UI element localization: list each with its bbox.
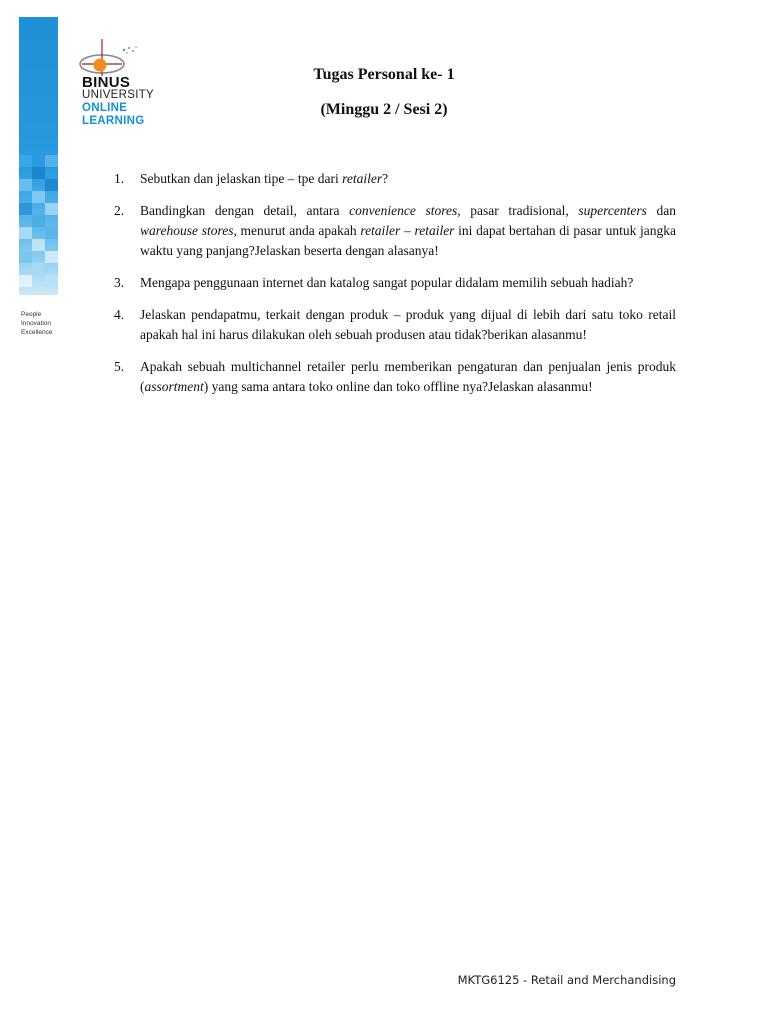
logo-learning: LEARNING — [82, 115, 145, 127]
question-text-segment: Apakah sebuah multichannel retailer perlu memberikan pengaturan dan penjualan jenis produk ( — [140, 359, 676, 394]
question-item — [114, 273, 676, 293]
tagline-excellence: Excellence — [21, 329, 53, 336]
assignment-subtitle: (Minggu 2 / Sesi 2) — [320, 101, 448, 118]
question-text-segment: dan — [646, 203, 676, 218]
question-text — [140, 357, 676, 397]
question-text — [140, 169, 676, 189]
assignment-title: Tugas Personal ke- 1 — [313, 66, 455, 83]
logo-binus: BINUS — [82, 74, 131, 91]
logo-online: ONLINE — [82, 102, 128, 114]
question-item — [114, 305, 676, 345]
question-number: 4. — [114, 307, 125, 322]
question-item — [114, 201, 676, 261]
question-text — [140, 273, 676, 293]
question-text-segment: Bandingkan dengan detail, antara — [140, 203, 350, 218]
question-list — [114, 169, 676, 409]
logo-university: UNIVERSITY — [82, 89, 155, 101]
question-italic-term: warehouse stores — [140, 223, 234, 238]
question-text-segment: , pasar tradisional, — [457, 203, 579, 218]
question-number: 1. — [114, 171, 125, 186]
question-number: 2. — [114, 203, 125, 218]
question-italic-term: convenience stores — [349, 203, 458, 218]
question-text-segment: , menurut anda apakah — [233, 223, 361, 238]
question-text-segment: ? — [382, 171, 389, 186]
tagline — [21, 310, 52, 337]
tagline-people: People — [21, 311, 42, 318]
question-italic-term: retailer — [342, 171, 383, 186]
question-text-segment: ) yang sama antara toko online dan toko offline nya?Jelaskan alasanmu! — [203, 379, 593, 394]
question-item — [114, 169, 676, 189]
question-text-segment: Jelaskan pendapatmu, terkait dengan produk – produk yang dijual di lebih dari satu toko retail apakah hal ini harus dilakukan oleh sebuah produsen atau tidak?berikan alasanmu! — [140, 307, 676, 342]
question-italic-term: assortment — [144, 379, 204, 394]
logo-mark-icon — [76, 38, 146, 78]
question-text-segment: Sebutkan dan jelaskan tipe – tpe dari — [140, 171, 343, 186]
tagline-innovation: Innovation — [21, 320, 51, 327]
question-text-segment: Mengapa penggunaan internet dan katalog sangat popular didalam memilih sebuah hadiah? — [140, 275, 634, 290]
question-number: 3. — [114, 275, 125, 290]
question-italic-term: retailer – retailer — [360, 223, 455, 238]
side-bar-mosaic — [19, 155, 58, 295]
course-footer: MKTG6125 - Retail and Merchandising — [457, 973, 676, 987]
question-italic-term: supercenters — [578, 203, 647, 218]
binus-logo — [76, 38, 196, 138]
question-text — [140, 305, 676, 345]
question-item — [114, 357, 676, 397]
brand-side-bar — [19, 17, 58, 295]
question-text-segment: ini dapat bertahan di pasar untuk jangka waktu yang panjang?Jelaskan beserta dengan alasanya! — [140, 223, 676, 258]
question-number: 5. — [114, 359, 125, 374]
question-text — [140, 201, 676, 261]
